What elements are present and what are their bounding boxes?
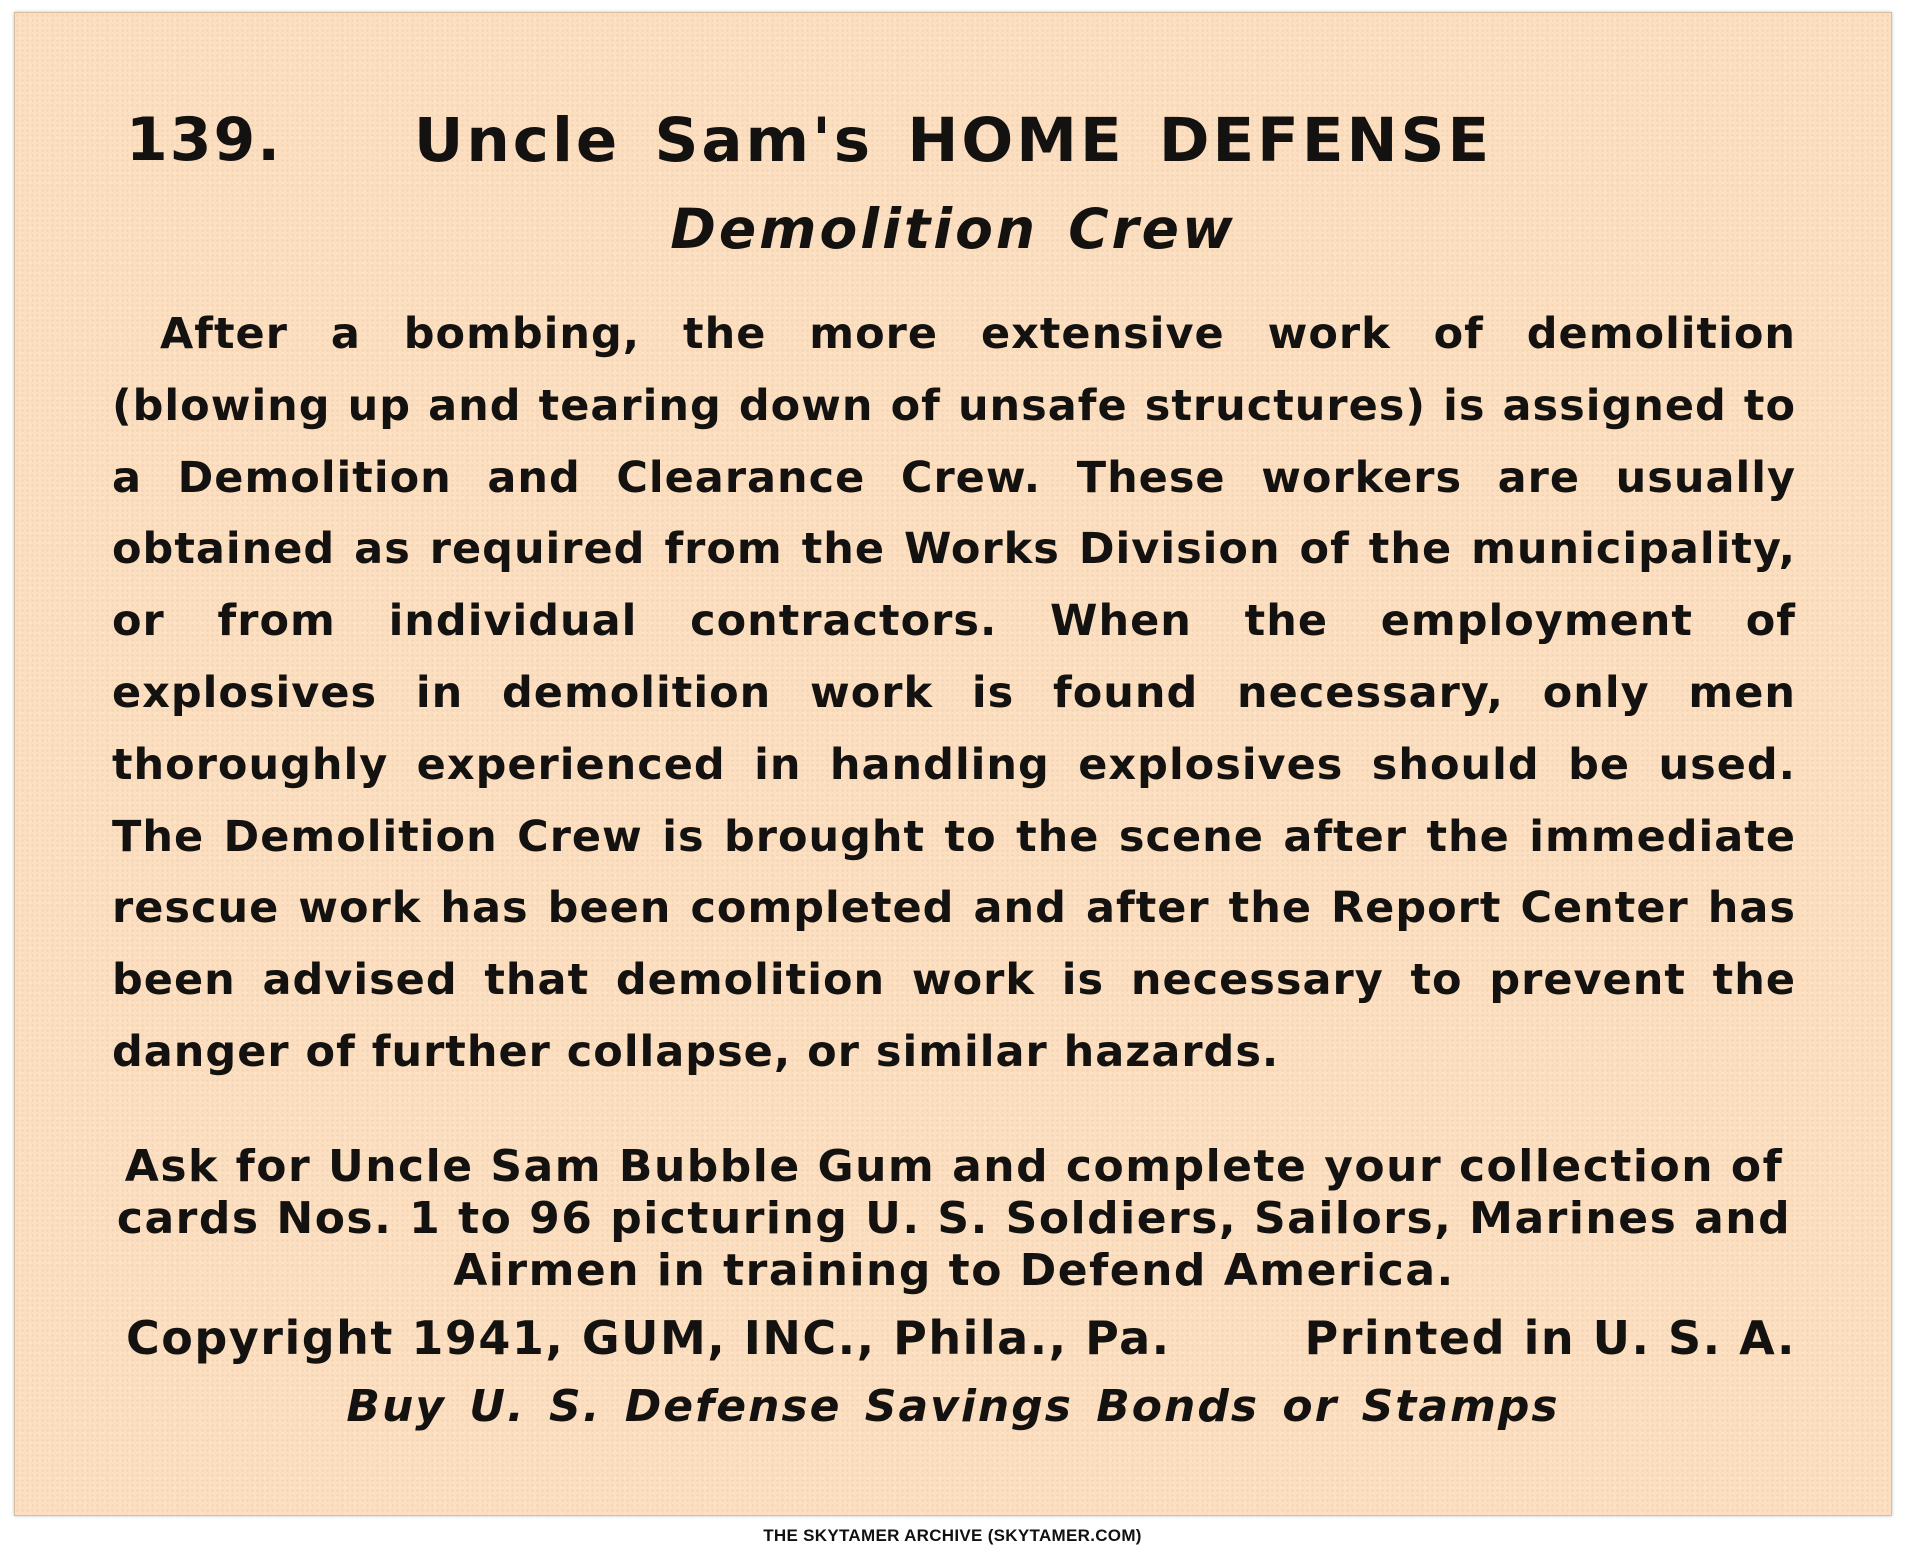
printed-in-notice: Printed in U. S. A. xyxy=(1304,1311,1796,1365)
copyright-notice: Copyright 1941, GUM, INC., Phila., Pa. xyxy=(126,1311,1171,1365)
copyright-row xyxy=(112,1311,1796,1371)
card-number: 139. xyxy=(126,105,283,175)
archive-credit: THE SKYTAMER ARCHIVE (SKYTAMER.COM) xyxy=(763,1526,1142,1545)
trading-card-back xyxy=(14,12,1892,1516)
card-body-text: After a bombing, the more extensive work of demolition (blowing up and tearing down of unsafe structures) is assigned to a Demolition and Clearance Crew. These workers are usually obtained as required from the Works Division of the municipality, or from individual contractors. When the employment of explosives in demolition work is found necessary, only men thoroughly experienced in handling explosives should be used. The Demolition Crew is brought to the scene after the immediate rescue work has been completed and after the Report Center has been advised that demolition work is necessary to prevent the danger of further collapse, or similar hazards. xyxy=(112,309,1796,1077)
card-subtitle: Demolition Crew xyxy=(670,197,1236,261)
advertisement-text: Ask for Uncle Sam Bubble Gum and complete your collection of cards Nos. 1 to 96 picturing U. S. Soldiers, Sailors, Marines and Airmen in training to Defend America. xyxy=(116,1141,1792,1296)
series-title: Uncle Sam's HOME DEFENSE xyxy=(413,105,1493,176)
defense-bonds-slogan: Buy U. S. Defense Savings Bonds or Stamps xyxy=(346,1381,1560,1432)
card-heading xyxy=(112,105,1794,189)
